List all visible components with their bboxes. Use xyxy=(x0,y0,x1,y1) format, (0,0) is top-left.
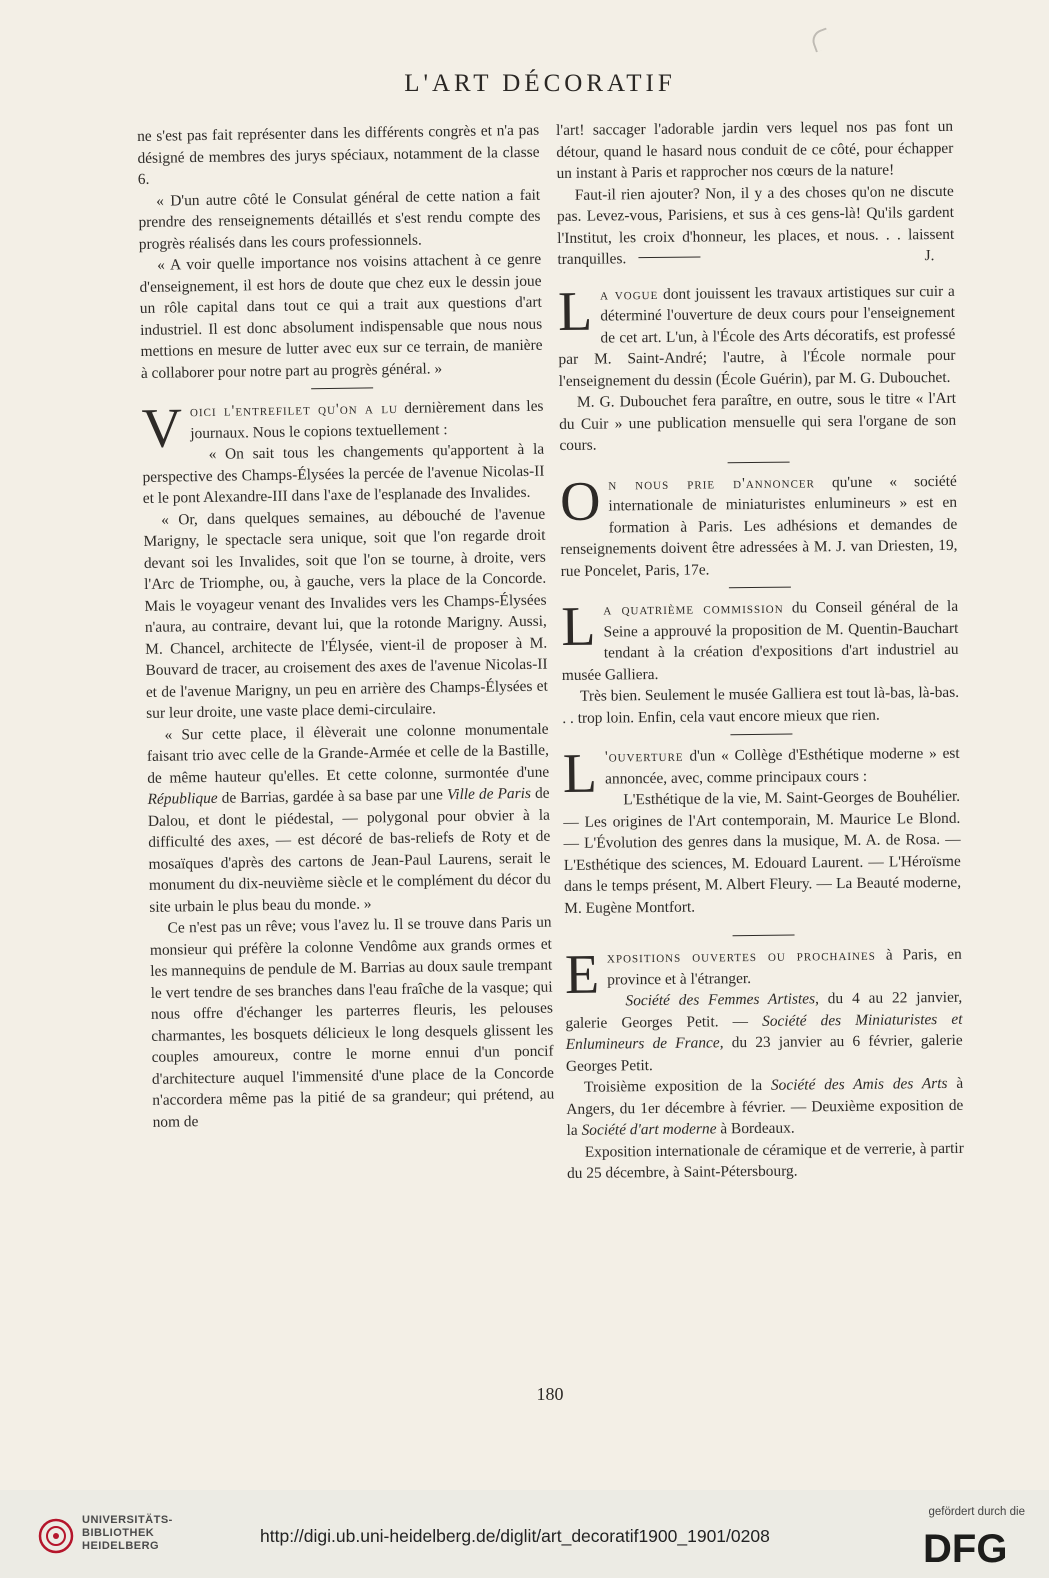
university-line: UNIVERSITÄTS- xyxy=(82,1514,173,1526)
section-text: à Paris, en province et à l'étranger. xyxy=(607,945,962,989)
section-rule xyxy=(727,461,789,463)
italic-title: Société des Amis des Arts xyxy=(770,1074,948,1094)
paragraph: « A voir quelle importance nos voisins attachent à ce genre d'enseignement, il est hors de doute que chez eux le dessin joue un rôle capital dans tout ce qui a trait aux questions d'art industriel. Il est donc absolument indispensable que nous nous mettions en mesure de lutter avec eux sur ce terrain, de manière à collaborer pour notre part au progrès général. » xyxy=(139,250,543,382)
section-rule xyxy=(730,734,792,736)
university-line: BIBLIOTHEK xyxy=(82,1527,155,1539)
section-college xyxy=(562,742,960,805)
university-seal-icon xyxy=(38,1518,74,1554)
italic-title: Société d'art moderne xyxy=(581,1120,717,1139)
right-column xyxy=(556,116,964,1185)
paragraph: « D'un autre côté le Consulat général de cette nation a fait prendre des renseignements détaillés et s'est rendu compte des progrès réalisés dans les cours professionnels. xyxy=(138,186,541,253)
paragraph: Très bien. Seulement le musée Galliera est tout là-bas, là-bas. . . trop loin. Enfin, cela vaut encore mieux que rien. xyxy=(562,683,960,727)
section-text: qu'une « société internationale de miniaturistes enlumineurs » est en formation à Paris. Les adhésions et demandes de renseignements doivent être adressées à M. J. van Driesten, 19, rue Poncelet, Paris, 17e. xyxy=(560,472,958,580)
italic-title: Société des Femmes Artistes xyxy=(625,990,816,1010)
italic-title: Ville de Paris xyxy=(446,784,532,804)
section-text: dont jouissent les travaux artistiques sur cuir a déterminé l'ouverture de deux cours pour l'enseignement de cet art. L'un, à l'École des Arts décoratifs, est professé par M. Saint-André; l'autre, à l'École normale pour l'enseignement du dessin (École Guérin), par M. G. Dubouchet. xyxy=(558,282,956,390)
section-rule xyxy=(311,387,373,389)
paragraph: Ce n'est pas un rêve; vous l'avez lu. Il se trouve dans Paris un monsieur qui préfère la colonne Vendôme aux grands ormes et les mannequins de pendule de M. Barrias au doux saule trempant le vert tendre de ses branches dans l'eau fraîche de la vasque; qui nous offre d'échanger les parterres fleuris, les pelouses charmantes, les bosquets délicieux le long desquels glissent les couples amoureux, contre le morne ennui d'un poncif d'architecture auquel l'immensité d'une place de la Concorde n'accordera même pas la pitié de sa grandeur; qui prétend, au nom de xyxy=(149,913,555,1131)
small-caps-lead: a quatrième commission xyxy=(603,599,784,619)
paragraph: « Or, dans quelques semaines, au débouché de l'avenue Marigny, le spectacle sera unique, soit que l'on regarde droit devant soi les Invalides, soit que l'on se tourne, à droite, vers l'Arc de Triomphe, ou, à gauche, vers la place de la Concorde. Mais le voyageur venant des Invalides vers les Champs-Élysées n'aura, au contraire, devant lui, que la rotonde Marigny. Aussi, M. Chancel, architecte de l'Élysée, vient-il de proposer à M. Bouvard de tracer, au croisement des axes de l'avenue Nicolas-II et de l'avenue Marigny, un peu en arrière des Champs-Élysées et sur leur droite, une vaste place demi-circulaire. xyxy=(143,505,548,722)
drop-cap: L xyxy=(557,280,593,343)
text-run: à Bordeaux. xyxy=(716,1119,795,1138)
dfg-logo-icon xyxy=(921,1524,1027,1568)
drop-cap: E xyxy=(564,943,600,1006)
section-rule xyxy=(732,935,794,937)
section-voici xyxy=(141,396,544,460)
paragraph: L'Esthétique de la vie, M. Saint-Georges de Bouhélier. — Les origines de l'Art contemporain, M. Maurice Le Blond. — L'Évolution des genres dans la musique, M. A. de Rosa. — L'Esthétique des sciences, M. Edouard Laurent. — L'Héroïsme dans le temps présent, M. Albert Fleury. — La Beauté moderne, M. Eugène Montfort. xyxy=(563,787,962,917)
section-text: du Conseil général de la Seine a approuvé la proposition de M. Quentin-Bauchart tendant à la création d'expositions d'art industriel au musée Galliera. xyxy=(561,597,959,684)
section-cuir xyxy=(558,280,956,392)
paragraph: l'art! saccager l'adorable jardin vers lequel nos pas font un détour, quand le hasard nous conduit de ce côté, pour échapper un instant à Paris et rapprocher nos cœurs de la nature! xyxy=(556,117,954,182)
paragraph: Exposition internationale de céramique et de verrerie, à partir du 25 décembre, à Saint-Pétersbourg. xyxy=(566,1139,964,1182)
university-name xyxy=(82,1514,202,1553)
drop-cap: O xyxy=(559,470,601,533)
page-number: 180 xyxy=(536,1384,564,1404)
paragraph xyxy=(557,180,955,270)
small-caps-lead: xpositions ouvertes ou prochaines xyxy=(606,946,876,967)
text-run: de Dalou, et dont le piédestal, — polygonal pour obvier à la difficulté des axes, — est décoré de bas-reliefs de Roty et de mosaïques d'après des cartons de Jean-Paul Laurens, serait le monument du dix-neuvième siècle et le complément du décor du site urbain le plus beau du monde. » xyxy=(147,784,552,916)
text-run: , du 4 au 22 janvier, galerie Georges Petit. — xyxy=(565,988,963,1032)
italic-title: République xyxy=(147,789,218,808)
signature: J. xyxy=(924,247,935,265)
funded-by-label: gefördert durch die xyxy=(928,1506,1025,1518)
drop-cap: L xyxy=(560,595,596,658)
paragraph: « On sait tous les changements qu'apportent à la perspective des Champs-Élysées la percée de l'avenue Nicolas-II et le pont Alexandre-III dans l'axe de l'esplanade des Invalides. xyxy=(142,440,545,507)
source-url-link[interactable]: http://digi.ub.uni-heidelberg.de/diglit/art_decoratif1900_1901/0208 xyxy=(260,1526,770,1546)
digitization-footer xyxy=(0,1490,1049,1578)
text-run: Faut-il rien ajouter? Non, il y a des choses qu'on ne discute pas. Levez-vous, Parisiens, et sus à ces gens-là! Qu'ils gardent l'Institut, les croix d'honneur, les places, et nous. . . laissent tranquilles. xyxy=(556,182,955,268)
text-run: à Angers, du 1er décembre à février. — Deuxième exposition de la xyxy=(566,1074,964,1139)
paragraph: ne s'est pas fait représenter dans les différents congrès et n'a pas désigné de membres des jurys spéciaux, notamment de la classe 6. xyxy=(137,121,540,188)
section-galliera xyxy=(561,596,959,686)
paragraph xyxy=(565,987,963,1077)
drop-cap: V xyxy=(141,397,183,460)
drop-cap: L xyxy=(562,742,598,805)
section-rule xyxy=(728,587,790,589)
small-caps-lead: a vogue xyxy=(599,285,659,304)
paragraph: M. G. Dubouchet fera paraître, en outre, sous le titre « l'Art du Cuir » une publication mensuelle qui sera l'organe de son cours. xyxy=(559,389,957,454)
university-line: HEIDELBERG xyxy=(82,1540,160,1552)
paragraph xyxy=(566,1073,964,1142)
text-run: de Barrias, gardée à sa base par une xyxy=(217,786,448,807)
running-head: L'ART DÉCORATIF xyxy=(404,70,676,97)
paragraph xyxy=(146,718,551,918)
small-caps-lead: n nous prie d'annoncer xyxy=(608,473,816,493)
inline-rule xyxy=(638,256,700,258)
section-miniaturistes xyxy=(560,470,958,582)
small-caps-lead: 'ouverture xyxy=(604,747,684,766)
italic-title: Société des Miniaturistes et Enlumineurs de France xyxy=(565,1010,963,1053)
text-run: Troisième exposition de la xyxy=(584,1076,772,1096)
dfg-logo-text: DFG xyxy=(923,1527,1008,1568)
section-text: d'un « Collège d'Esthétique moderne » est annoncée, avec, comme principaux cours : xyxy=(605,744,960,788)
text-run: , du 23 janvier au 6 février, galerie Georges Petit. xyxy=(565,1031,963,1075)
section-text: dernièrement dans les journaux. Nous le copions textuellement : xyxy=(190,397,544,442)
left-column xyxy=(137,120,555,1133)
pencil-mark xyxy=(809,28,833,53)
small-caps-lead: oici l'entrefilet qu'on a lu xyxy=(189,399,399,421)
text-run: « Sur cette place, il élèverait une colonne monumentale faisant trio avec celle de la Grande-Armée et celle de la Bastille, de même hauteur qu'elles. Et cette colonne, surmontée d'une xyxy=(146,720,550,787)
